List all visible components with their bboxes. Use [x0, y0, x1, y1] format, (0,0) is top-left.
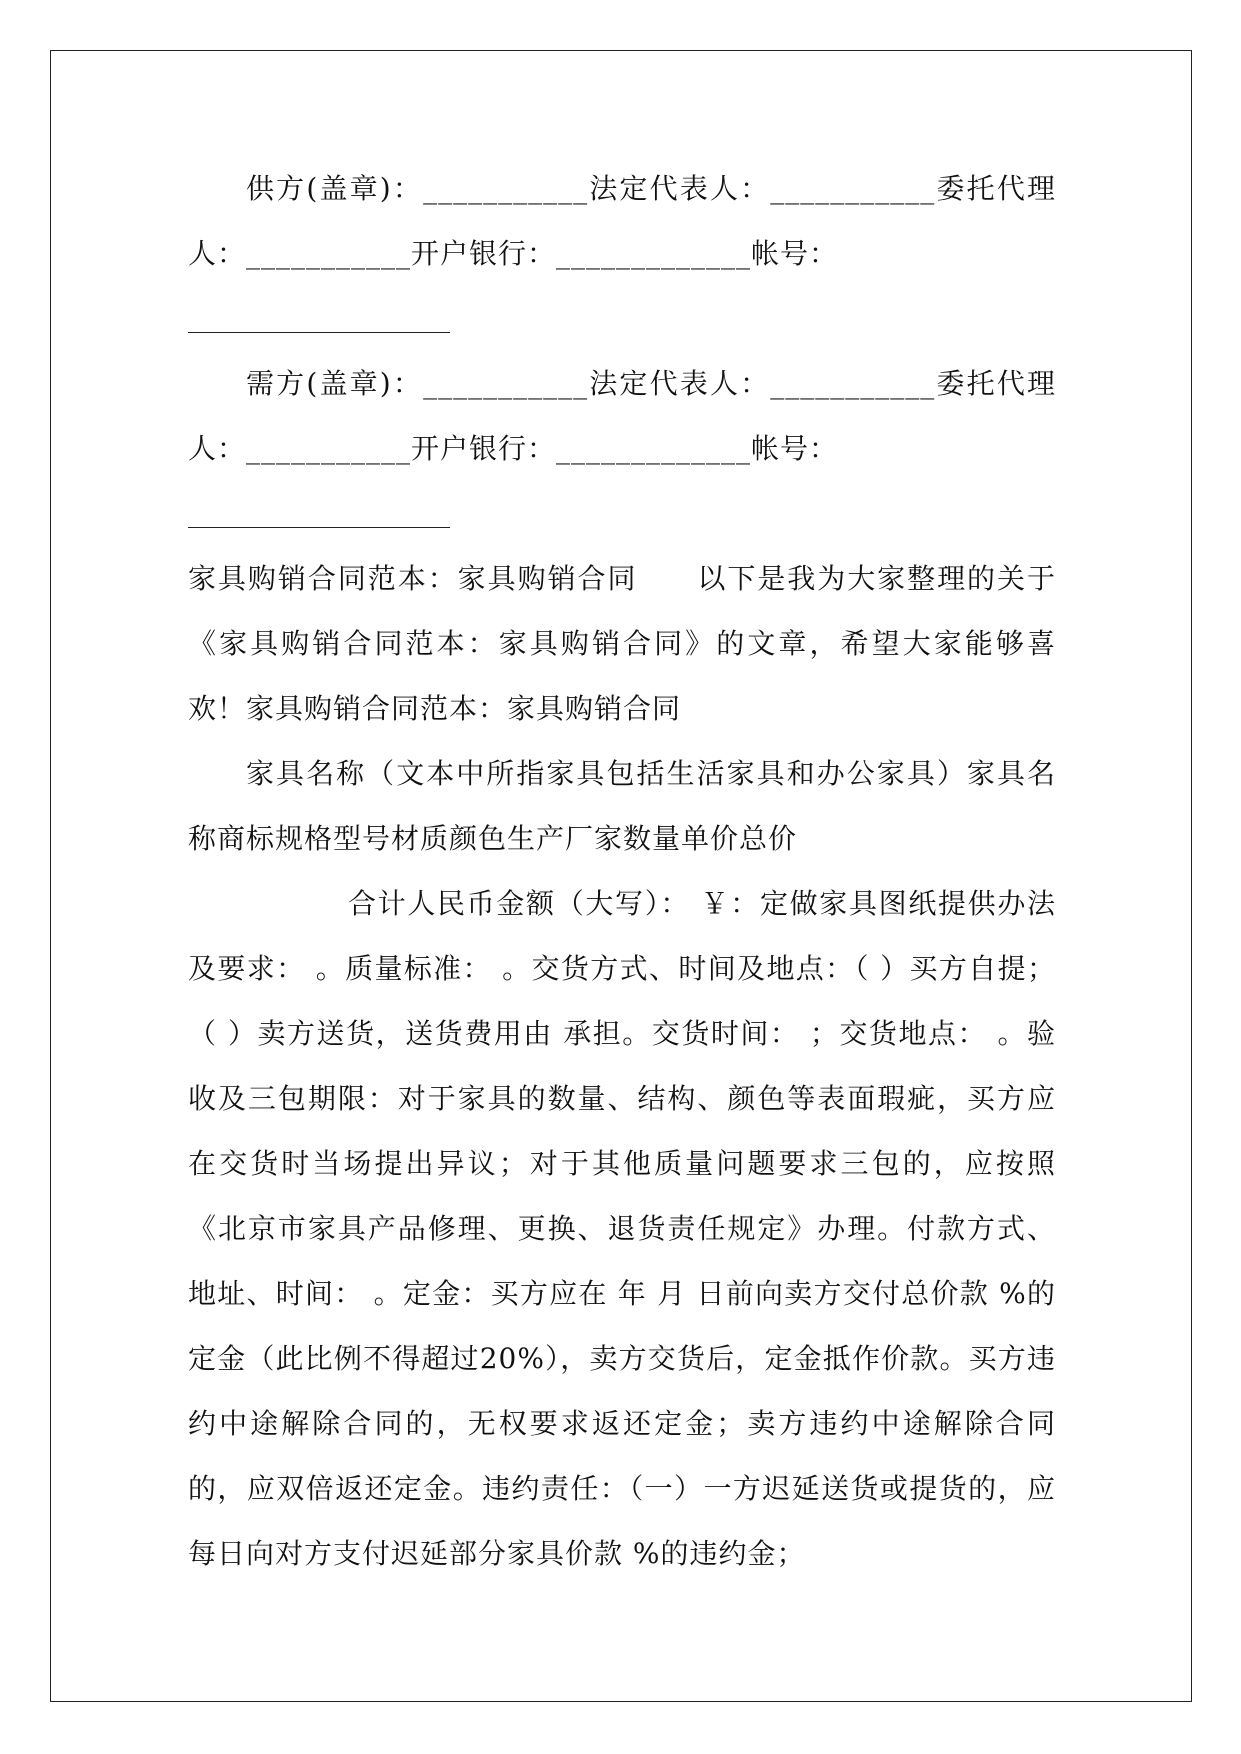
- furniture-table-header: 家具名称（文本中所指家具包括生活家具和办公家具）家具名称商标规格型号材质颜色生产厂家数量单价总价: [188, 757, 1056, 855]
- buyer-signature-block: 需方(盖章)：___________法定代表人：___________委托代理人：___________开户银行：_____________帐号：: [188, 367, 1056, 465]
- intro-paragraph: 家具购销合同范本：家具购销合同 以下是我为大家整理的关于《家具购销合同范本：家具购销合同》的文章，希望大家能够喜欢！家具购销合同范本：家具购销合同: [188, 562, 1056, 725]
- buyer-account-blank-line: [188, 481, 450, 546]
- supplier-signature-block: 供方(盖章)：___________法定代表人：___________委托代理人：___________开户银行：_____________帐号：: [188, 172, 1056, 270]
- contract-terms-paragraph: 合计人民币金额（大写）： ￥：定做家具图纸提供办法及要求： 。质量标准： 。交货方式、时间及地点：（ ）买方自提；（ ）卖方送货，送货费用由 承担。交货时间： ；交货地点： 。验收及三包期限：对于家具的数量、结构、颜色等表面瑕疵，买方应在交货时当场提出异议；对于其他质量问题要求三包的，应按照《北京市家具产品修理、更换、退货责任规定》办理。付款方式、地址、时间： 。定金：买方应在 年 月 日前向卖方交付总价款 %的定金（此比例不得超过20%），卖方交货后，定金抵作价款。买方违约中途解除合同的，无权要求返还定金；卖方违约中途解除合同的，应双倍返还定金。违约责任：（一）一方迟延送货或提货的，应每日向对方支付迟延部分家具价款 %的违约金；: [188, 887, 1056, 1570]
- supplier-account-blank-line: [188, 286, 450, 351]
- document-body: [188, 156, 1056, 1586]
